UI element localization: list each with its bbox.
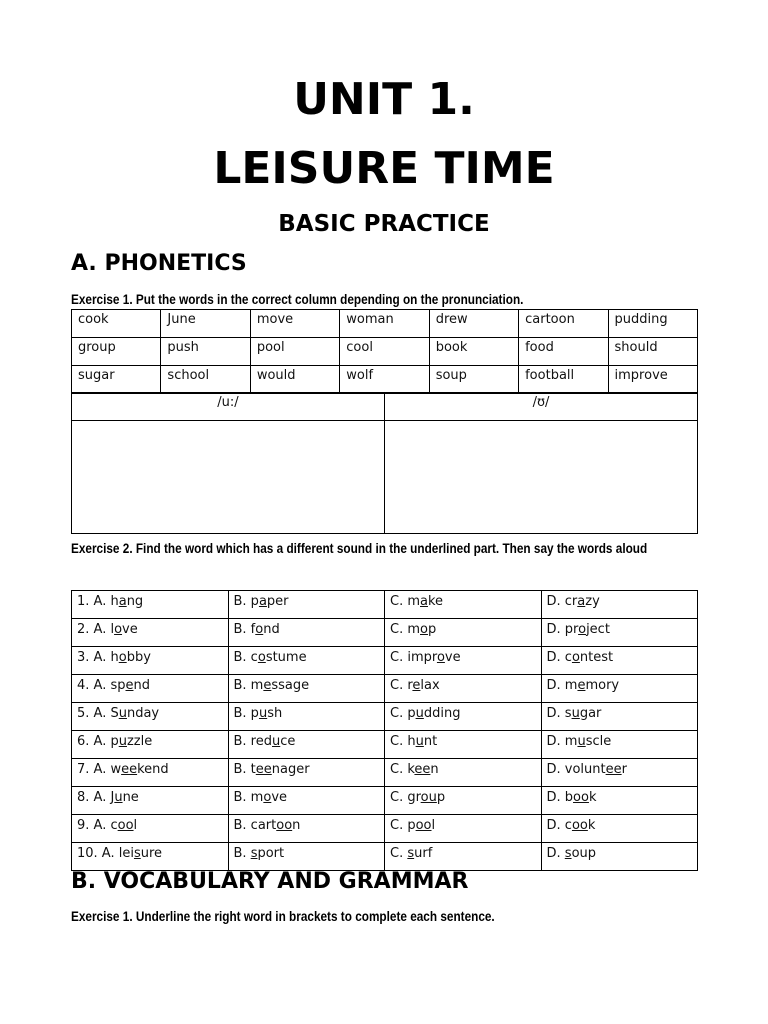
option-d[interactable] [541,591,698,619]
underlined-sound: u [114,790,123,805]
option-d[interactable] [541,731,698,759]
option-prefix: D. [546,846,565,861]
question-row [72,703,698,731]
option-c[interactable] [385,675,542,703]
option-prefix: C. m [390,594,421,609]
word-cell: wolf [340,366,429,394]
option-prefix: B. p [233,594,259,609]
underlined-sound: a [118,594,127,609]
word-cell: June [161,310,250,338]
option-prefix: D. pr [546,622,579,637]
option-b[interactable] [228,591,385,619]
option-prefix: B. c [233,650,258,665]
question-row [72,759,698,787]
answer-cell-long-u[interactable] [72,421,385,534]
underlined-sound: u [272,734,281,749]
option-c[interactable] [385,787,542,815]
option-b[interactable] [228,619,385,647]
option-suffix: k [588,790,597,805]
option-b[interactable] [228,787,385,815]
option-suffix: nd [133,678,150,693]
option-d[interactable] [541,675,698,703]
option-suffix: ng [126,594,144,609]
option-prefix: 1. A. h [77,594,119,609]
column-header-short-u: /ʊ/ [385,393,698,421]
underlined-sound: ou [420,790,437,805]
option-prefix: D. c [546,818,572,833]
question-row [72,815,698,843]
underlined-sound: e [412,678,421,693]
vocab-exercise-1-instruction: Exercise 1. Underline the right word in brackets to complete each sentence. [71,909,495,924]
underlined-sound: o [257,650,266,665]
option-prefix: 4. A. sp [77,678,126,693]
word-row [72,310,698,338]
option-suffix: ntest [579,650,614,665]
word-table [71,309,698,394]
underlined-sound: u [118,706,127,721]
option-d[interactable] [541,647,698,675]
option-a[interactable] [72,703,229,731]
exercise-2-instruction: Exercise 2. Find the word which has a different sound in the underlined part. Then say the words aloud [71,541,648,556]
pronunciation-choice-table [71,590,698,871]
option-d[interactable] [541,815,698,843]
word-cell: group [72,338,161,366]
unit-title: UNIT 1. [293,74,475,125]
option-b[interactable] [228,843,385,871]
section-b-heading: B. VOCABULARY AND GRAMMAR [71,869,469,894]
option-suffix: r [621,762,627,777]
underlined-sound: a [258,594,267,609]
option-prefix: B. m [233,790,264,805]
underlined-sound: ee [121,762,138,777]
option-suffix: per [266,594,289,609]
option-suffix: nager [271,762,310,777]
option-suffix: lax [420,678,440,693]
option-suffix: stume [265,650,307,665]
option-prefix: B. t [233,762,256,777]
option-a[interactable] [72,843,229,871]
underlined-sound: oo [415,818,432,833]
option-c[interactable] [385,703,542,731]
option-prefix: C. p [390,818,416,833]
option-b[interactable] [228,759,385,787]
option-a[interactable] [72,759,229,787]
question-row [72,843,698,871]
option-prefix: C. impr [390,650,437,665]
unit-topic: LEISURE TIME [213,143,555,194]
option-prefix: B. f [233,622,256,637]
underlined-sound: o [571,650,580,665]
option-prefix: D. c [546,650,572,665]
underlined-sound: u [577,734,586,749]
underlined-sound: oo [117,818,134,833]
option-prefix: 10. A. lei [77,846,134,861]
option-prefix: 5. A. S [77,706,119,721]
option-suffix: kend [137,762,169,777]
underlined-sound: o [118,650,127,665]
option-a[interactable] [72,675,229,703]
word-row [72,338,698,366]
option-a[interactable] [72,731,229,759]
option-d[interactable] [541,759,698,787]
underlined-sound: e [125,678,134,693]
option-suffix: scle [585,734,612,749]
exercise-1-instruction: Exercise 1. Put the words in the correct column depending on the pronunciation. [71,292,524,307]
option-suffix: n [292,818,301,833]
practice-subtitle: BASIC PRACTICE [278,211,490,237]
underlined-sound: u [571,706,580,721]
option-prefix: D. volunt [546,762,606,777]
option-suffix: sh [267,706,283,721]
question-row [72,675,698,703]
underlined-sound: o [578,622,587,637]
underlined-sound: u [415,706,424,721]
option-prefix: D. m [546,734,578,749]
option-prefix: B. cart [233,818,277,833]
option-prefix: C. gr [390,790,421,805]
option-suffix: gar [579,706,602,721]
option-a[interactable] [72,815,229,843]
option-prefix: 7. A. w [77,762,122,777]
underlined-sound: s [250,846,258,861]
option-a[interactable] [72,787,229,815]
word-cell: cook [72,310,161,338]
column-header-long-u: /u:/ [72,393,385,421]
option-suffix: ject [586,622,610,637]
word-cell: woman [340,310,429,338]
option-prefix: C. h [390,734,416,749]
underlined-sound: a [420,594,428,609]
underlined-sound: oo [573,790,589,805]
option-suffix: p [427,622,437,637]
option-prefix: D. cr [546,594,578,609]
option-b[interactable] [228,675,385,703]
word-cell: cool [340,338,429,366]
option-c[interactable] [385,759,542,787]
option-d[interactable] [541,787,698,815]
option-c[interactable] [385,815,542,843]
option-prefix: D. b [546,790,574,805]
word-cell: push [161,338,250,366]
question-row [72,787,698,815]
option-d[interactable] [541,619,698,647]
option-suffix: ce [280,734,296,749]
word-row [72,366,698,394]
underlined-sound: u [258,706,268,721]
option-c[interactable] [385,619,542,647]
word-cell: move [250,310,339,338]
option-d[interactable] [541,703,698,731]
word-cell: school [161,366,250,394]
option-suffix: nday [126,706,160,721]
underlined-sound: s [564,846,572,861]
word-cell: book [429,338,518,366]
word-cell: cartoon [519,310,608,338]
option-prefix: 2. A. l [77,622,115,637]
option-suffix: l [133,818,138,833]
option-b[interactable] [228,703,385,731]
underlined-sound: ee [605,762,622,777]
word-cell: pool [250,338,339,366]
option-suffix: ve [444,650,461,665]
option-suffix: urf [414,846,433,861]
word-cell: football [519,366,608,394]
underlined-sound: a [577,594,586,609]
underlined-sound: ee [255,762,272,777]
underlined-sound: ee [414,762,431,777]
option-suffix: nd [263,622,280,637]
option-c[interactable] [385,843,542,871]
question-row [72,591,698,619]
option-suffix: ssage [271,678,310,693]
option-c[interactable] [385,647,542,675]
underlined-sound: u [415,734,424,749]
question-row [72,647,698,675]
option-suffix: zy [585,594,600,609]
option-suffix: ure [140,846,163,861]
underlined-sound: oo [571,818,588,833]
underlined-sound: u [118,734,127,749]
option-prefix: C. m [390,622,421,637]
option-prefix: C. [390,846,408,861]
option-prefix: C. k [390,762,415,777]
underlined-sound: s [407,846,415,861]
word-cell: pudding [608,310,697,338]
option-prefix: B. [233,846,251,861]
option-d[interactable] [541,843,698,871]
word-cell: improve [608,366,697,394]
option-prefix: B. red [233,734,272,749]
question-row [72,731,698,759]
word-cell: soup [429,366,518,394]
word-cell: would [250,366,339,394]
option-b[interactable] [228,731,385,759]
option-suffix: oup [571,846,597,861]
option-a[interactable] [72,591,229,619]
word-cell: food [519,338,608,366]
sound-columns-table [71,392,698,534]
option-prefix: D. m [546,678,578,693]
word-cell: drew [429,310,518,338]
option-suffix: bby [126,650,151,665]
option-prefix: C. p [390,706,416,721]
option-b[interactable] [228,815,385,843]
underlined-sound: s [133,846,141,861]
option-prefix: B. p [233,706,259,721]
option-suffix: nt [423,734,438,749]
underlined-sound: e [577,678,586,693]
option-suffix: k [587,818,596,833]
option-a[interactable] [72,619,229,647]
option-suffix: mory [585,678,620,693]
option-b[interactable] [228,647,385,675]
option-suffix: ve [122,622,138,637]
option-prefix: 9. A. c [77,818,118,833]
underlined-sound: o [263,790,272,805]
option-prefix: D. s [546,706,572,721]
underlined-sound: o [255,622,264,637]
option-suffix: ne [122,790,139,805]
word-cell: should [608,338,697,366]
underlined-sound: oo [276,818,293,833]
option-suffix: l [431,818,436,833]
word-cell: sugar [72,366,161,394]
question-row [72,619,698,647]
underlined-sound: o [436,650,445,665]
option-prefix: 8. A. J [77,790,115,805]
option-c[interactable] [385,591,542,619]
underlined-sound: o [114,622,123,637]
option-c[interactable] [385,731,542,759]
underlined-sound: o [420,622,428,637]
answer-cell-short-u[interactable] [385,421,698,534]
underlined-sound: e [263,678,272,693]
option-suffix: p [436,790,446,805]
option-suffix: port [257,846,285,861]
option-prefix: 3. A. h [77,650,119,665]
option-suffix: ke [427,594,444,609]
option-suffix: zzle [126,734,153,749]
option-prefix: 6. A. p [77,734,119,749]
option-prefix: C. r [390,678,413,693]
option-suffix: n [430,762,439,777]
section-a-heading: A. PHONETICS [71,251,247,276]
option-a[interactable] [72,647,229,675]
option-suffix: ve [271,790,288,805]
option-prefix: B. m [233,678,264,693]
option-suffix: dding [423,706,461,721]
